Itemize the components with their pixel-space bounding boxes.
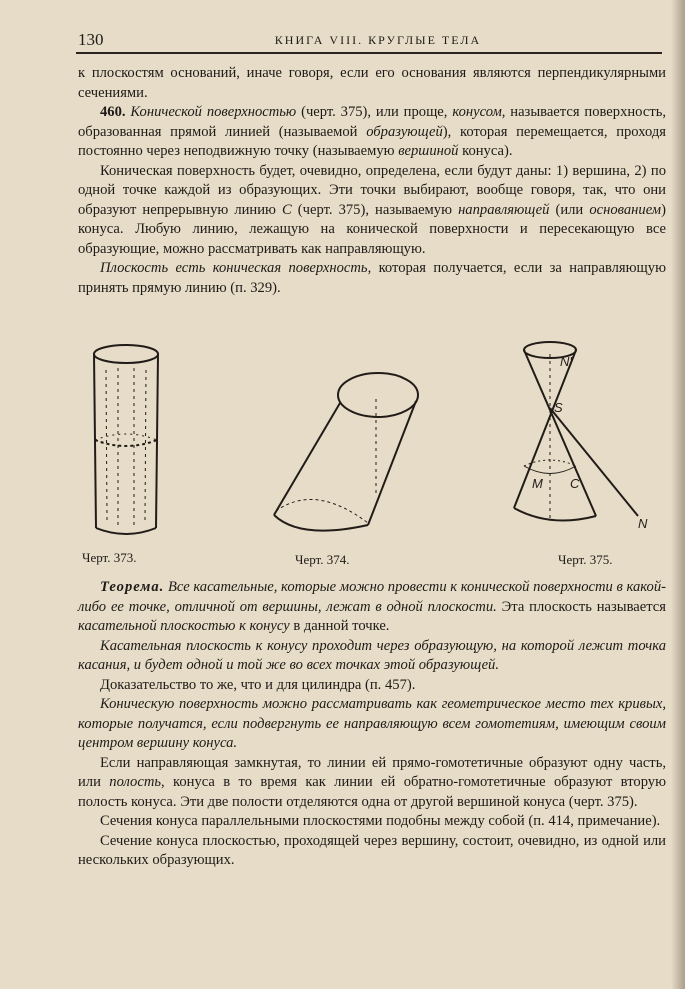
figures-row	[60, 330, 670, 575]
theorem-statement: Все касательные, которые можно провести к конической поверхности в какой-либо ее точке, отличной от вершины, лежат в одной плоскости.	[78, 579, 666, 615]
header-rule	[76, 52, 662, 54]
text-run: конуса).	[458, 143, 513, 159]
label-n-prime: N'	[560, 354, 572, 369]
term-base: основанием	[589, 201, 662, 218]
paragraph-tangent-plane	[78, 637, 666, 676]
text-run: Коническая поверхность будет, очевидно, определена, если будут даны: 1) вершина, 2) по одной точке каждой из образующих. Эти точки выбирают, вообще говоря, так, что они образуют непрерывную линию	[78, 162, 666, 218]
page-header	[78, 30, 663, 52]
text-run: ) конуса. Любую линию, лежащую на конической поверхности и пересекающую все образующие, можно рассматривать как направляющую.	[78, 201, 666, 257]
label-n: N	[638, 516, 648, 531]
figure-373-cylinder	[86, 340, 166, 540]
paragraph-parallel-sections: Сечения конуса параллельными плоскостями подобны между собой (п. 414, примечание).	[100, 813, 661, 829]
text-run: ), которая перемещается, проходя постоянно через неподвижную точку (называемую	[78, 123, 666, 159]
label-c: C	[570, 476, 580, 491]
text-run: Эта плоскость называется	[496, 598, 666, 615]
paragraph-vertex-section: Сечение конуса плоскостью, проходящей через вершину, состоит, очевидно, из одной или нескольких образующих.	[78, 832, 666, 868]
page-edge-shadow	[671, 0, 685, 989]
theorem-label: Теорема.	[100, 579, 165, 595]
emphasis-plane: Плоскость есть коническая поверхность	[100, 260, 368, 276]
paragraph-plane	[78, 259, 666, 298]
figure-375-double-cone	[510, 336, 660, 541]
paragraph-theorem	[78, 578, 666, 637]
bottom-text	[78, 578, 666, 871]
figure-374-oblique-cylinder	[270, 365, 420, 545]
paragraph-proof: Доказательство то же, что и для цилиндра (п. 457).	[100, 676, 416, 693]
emphasis-text: Коническую поверхность можно рассматривать как геометрическое место тех кривых, которые получатся, если подвергнуть ее направляющую всем гомотетиям, имеющим своим центром вершину конуса.	[78, 696, 666, 751]
emphasis-text: Касательная плоскость к конусу проходит через образующую, на которой лежит точка касания, и будет одной и той же во всех точках этой образующей.	[78, 637, 666, 673]
text-run: (или	[549, 201, 590, 218]
symbol-c: C	[282, 201, 292, 218]
term-conical-surface: Конической поверхностью	[130, 104, 297, 120]
paragraph-locus	[78, 695, 666, 754]
caption-fig-373: Черт. 373.	[82, 550, 137, 565]
label-s: S	[554, 400, 563, 415]
running-head: КНИГА VIII. КРУГЛЫЕ ТЕЛА	[274, 33, 482, 47]
caption-fig-374: Черт. 374.	[295, 552, 350, 567]
paragraph-460	[78, 103, 666, 162]
label-m: M	[532, 476, 543, 491]
text-run: (черт. 375), называемую	[291, 201, 459, 218]
text-run: , которая получается, если за направляющую принять прямую линию (п. 329).	[78, 260, 666, 296]
term-tangent-plane: касательной плоскостью к конусу	[78, 618, 290, 634]
paragraph-continued: к плоскостям оснований, иначе говоря, если его основания являются перпендикулярными сечениями.	[78, 65, 666, 101]
term-directrix: направляющей	[458, 201, 550, 218]
paragraph-definition	[78, 162, 666, 260]
term-cone: конусом	[452, 104, 502, 120]
text-run: в данной точке.	[289, 618, 390, 634]
paragraph-nappes	[78, 754, 666, 813]
text-run: , конуса в то время как линии ей обратно-гомотетичные образуют вторую полость конуса. Эти две полости отделяются одна от другой вершиной конуса (черт. 375).	[78, 774, 666, 810]
term-vertex: вершиной	[398, 143, 459, 159]
caption-fig-375: Черт. 375.	[558, 552, 613, 567]
section-number: 460.	[100, 104, 126, 120]
text-run: , называется поверхность, образованная прямой линией (называемой	[78, 104, 667, 140]
term-nappe: полость	[109, 774, 162, 790]
text-run: (черт. 375), или проще,	[296, 104, 453, 120]
page-number: 130	[78, 30, 104, 49]
text-run: Если направляющая замкнутая, то линии ей прямо-гомотетичные образуют одну часть, или	[78, 754, 666, 790]
term-generatrix: образующей	[366, 123, 443, 140]
top-text	[78, 64, 666, 298]
